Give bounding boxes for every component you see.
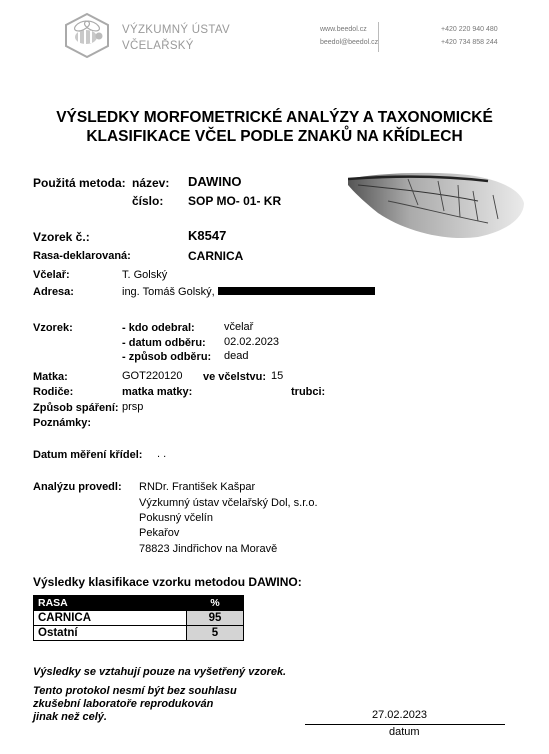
table-row <box>34 611 244 626</box>
results-table <box>33 595 244 641</box>
method-number-label: číslo: <box>132 194 164 208</box>
col-race-header: RASA <box>34 596 187 611</box>
method-name-value: DAWINO <box>188 174 242 189</box>
notes-label: Poznámky: <box>33 417 92 429</box>
colony-label: ve včelstvu: <box>203 371 266 383</box>
wing-measure-date-label: Datum měření křídel: <box>33 449 143 461</box>
race-cell: Ostatní <box>34 626 187 641</box>
col-percent-header: % <box>187 596 244 611</box>
page-title-line2: KLASIFIKACE VČEL PODLE ZNAKŮ NA KŘÍDLECH <box>86 128 463 145</box>
queen-mother-label: matka matky: <box>122 386 193 398</box>
signature-line <box>305 724 505 725</box>
sampling-label: Vzorek: <box>33 322 73 334</box>
redacted-address <box>218 287 375 295</box>
race-cell: CARNICA <box>34 611 187 626</box>
reproduction-note <box>33 685 237 724</box>
parents-label: Rodiče: <box>33 386 74 398</box>
method-label: Použitá metoda: <box>33 176 126 190</box>
sampled-by-label: - kdo odebral: <box>122 322 195 334</box>
beekeeper-label: Včelař: <box>33 269 70 281</box>
declared-race-value: CARNICA <box>188 249 244 263</box>
sample-value: K8547 <box>188 228 227 243</box>
page-title-line1: VÝSLEDKY MORFOMETRICKÉ ANALÝZY A TAXONOMICKÉ <box>56 109 493 126</box>
sampling-method-value: dead <box>224 350 249 362</box>
analyst-place: Pekařov <box>139 527 180 539</box>
sample-label: Vzorek č.: <box>33 230 90 244</box>
mating-label: Způsob spáření: <box>33 402 119 414</box>
header-phone1: +420 220 940 480 <box>441 26 498 33</box>
beekeeper-value: T. Golský <box>122 269 168 281</box>
analyst-name: RNDr. František Kašpar <box>139 481 256 493</box>
sampling-method-label: - způsob odběru: <box>122 351 212 363</box>
page-title <box>0 108 549 146</box>
results-table-header <box>34 596 244 611</box>
sampling-date-value: 02.02.2023 <box>224 336 280 348</box>
address-label: Adresa: <box>33 286 74 298</box>
analysis-label: Analýzu provedl: <box>33 481 122 493</box>
percent-cell: 5 <box>187 626 244 641</box>
method-name-label: název: <box>132 176 170 190</box>
analyst-apiary: Pokusný včelín <box>139 512 213 524</box>
analyst-institute: Výzkumný ústav včelařský Dol, s.r.o. <box>139 497 318 509</box>
sampling-date-label: - datum odběru: <box>122 337 206 349</box>
sampled-by-value: včelař <box>224 321 254 333</box>
header-web[interactable]: www.beedol.cz <box>320 26 367 33</box>
wing-measure-date-value: . . <box>157 448 167 460</box>
validity-note: Výsledky se vztahují pouze na vyšetřený vzorek. <box>33 666 287 678</box>
mating-value: prsp <box>122 401 144 413</box>
results-heading: Výsledky klasifikace vzorku metodou DAWINO: <box>33 575 302 589</box>
colony-value: 15 <box>271 370 284 382</box>
reproduction-note-line1: Tento protokol nesmí být bez souhlasu <box>33 685 237 697</box>
reproduction-note-line3: jinak než celý. <box>33 711 107 723</box>
institute-name <box>122 22 230 54</box>
signature-date-value: 27.02.2023 <box>372 709 428 721</box>
queen-label: Matka: <box>33 371 68 383</box>
drones-label: trubci: <box>291 386 326 398</box>
method-number-value: SOP MO- 01- KR <box>188 194 282 208</box>
bee-logo-icon <box>62 12 112 58</box>
address-value: ing. Tomáš Golský, <box>122 286 215 298</box>
institute-name-line1: VÝZKUMNÝ ÚSTAV <box>122 24 230 36</box>
queen-value: GOT220120 <box>122 370 183 382</box>
percent-cell: 95 <box>187 611 244 626</box>
header-email[interactable]: beedol@beedol.cz <box>320 38 379 46</box>
declared-race-label: Rasa-deklarovaná: <box>33 250 131 262</box>
header-phone2: +420 734 858 244 <box>441 38 498 46</box>
reproduction-note-line2: zkušební laboratoře reprodukován <box>33 698 214 710</box>
table-row <box>34 626 244 641</box>
institute-name-line2: VČELAŘSKÝ <box>122 40 194 52</box>
header-divider <box>378 22 379 52</box>
analyst-address: 78823 Jindřichov na Moravě <box>139 543 278 555</box>
bee-wing-image <box>348 171 526 241</box>
signature-date-label: datum <box>389 726 420 738</box>
header-web-contacts <box>320 24 378 49</box>
header-phone-contacts <box>441 24 498 49</box>
